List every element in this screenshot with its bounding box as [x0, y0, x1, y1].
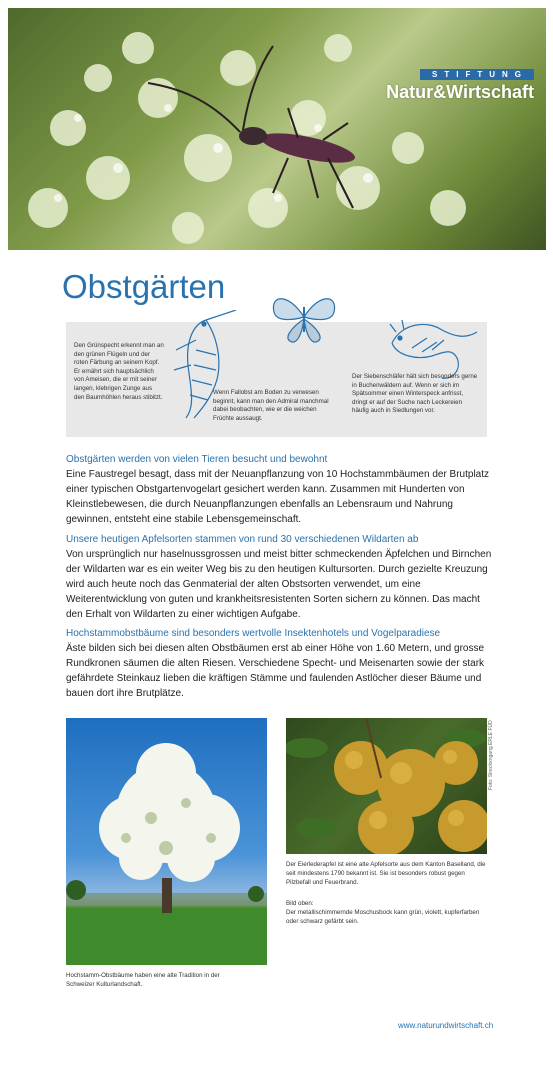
logo-name: Natur&Wirtschaft: [386, 82, 534, 102]
apple-illustration: [286, 718, 487, 854]
photo-credit: Foto: Streckengang ERLE FÜD: [488, 720, 494, 790]
tree-caption: Hochstamm-Obstbäume haben eine alte Tradition in der Schweizer Kulturlandschaft.: [66, 972, 220, 988]
section-animals: [66, 453, 494, 527]
apple-caption: Der Eierlederapfel ist eine alte Apfelsorte aus dem Kanton Baselland, die seit mindestens 1790 bekannt ist. Sie ist besonders robust gegen Pilzbefall und Feuerbrand.: [286, 861, 486, 886]
woodpecker-text: Den Grünspecht erkennt man an den grünen Flügeln und der roten Färbung an seinem Kopf. Er ernährt sich hauptsächlich von Ameisen, die er mit seiner langen, klebrigen Zunge aus den Baumhöhlen heraus stibitzt.: [74, 342, 164, 401]
page-title: Obstgärten: [62, 268, 226, 305]
logo-stiftung: STIFTUNG: [420, 69, 534, 80]
section-apple-varieties: [66, 533, 494, 622]
hero-caption-text: Der metallischimmernde Moschusbock kann grün, violett, kupferfarben oder schwarz gefärbt sein.: [286, 909, 480, 925]
hero-illustration: [8, 8, 546, 250]
section-heading: Hochstammobstbäume sind besonders wertvolle Insektenhotels und Vogelparadiese: [66, 628, 441, 639]
section-text: Eine Faustregel besagt, dass mit der Neuanpflanzung von 10 Hochstammbäumen der Brutplatz einer typischen Obstgartenvogelart gesichert werden kann. Zusammen mit Hunderten von Kleinstlebewesen, die durch Neuanpflanzungen ebenfalls an Lebensraum und Nahrung gewinnen, entsteht eine stabile Lebensgemeinschaft.: [66, 469, 490, 525]
butterfly-icon: [268, 287, 340, 347]
butterfly-text: Wenn Fallobst am Boden zu verwesen beginnt, kann man den Admiral manchmal dabei beobachten, wie er die weichen Früchte aussaugt.: [213, 389, 329, 422]
section-heading: Unsere heutigen Apfelsorten stammen von rund 30 verschiedenen Wildarten ab: [66, 534, 419, 545]
website-link[interactable]: www.naturundwirtschaft.ch: [398, 1021, 494, 1030]
section-text: Von ursprünglich nur haselnussgrossen und meist bitter schmeckenden Äpfelchen und Birnchen der Wildarten war es ein weiter Weg bis zu den heutigen Kultursorten. Durch gezielte Kreuzung wird auch heute noch das Genmaterial der alten Obstsorten verwendet, um eine Weiterentwicklung von guten und krankheitsresistenten Sorten sichern zu können. Das macht den Erhalt von Wildarten zu einer wichtigen Aufgabe.: [66, 549, 492, 620]
hero-caption-label: Bild oben:: [286, 900, 314, 907]
section-heading: Obstgärten werden von vielen Tieren besucht und bewohnt: [66, 454, 328, 465]
animal-info-box: [66, 322, 487, 437]
dormouse-text: Der Siebenschläfer hält sich besonders gerne in Buchenwäldern auf. Wenn er sich im Spätsommer einen Winterspeck anfrisst, dringt er auf der Suche nach Leckereien häufig auch in Siedlungen vor.: [352, 373, 478, 415]
tree-photo: [66, 718, 267, 965]
foundation-logo: [386, 64, 534, 103]
section-high-trunk-trees: [66, 627, 494, 701]
apple-photo: [286, 718, 487, 854]
section-text: Äste bilden sich bei diesen alten Obstbäumen erst ab einer Höhe von 1.60 Metern, und grosse Rundkronen säumen die alten Riesen. Verschiedene Specht- und Meisenarten sowie der stark gefährdete Steinkauz lieben die kräftigen Stämme und faulenden Astlöcher dieser Bäume und bauen dort ihre Brutplätze.: [66, 643, 485, 699]
hero-photo-beetle-on-flowers: [8, 8, 546, 250]
tree-illustration: [66, 718, 267, 965]
